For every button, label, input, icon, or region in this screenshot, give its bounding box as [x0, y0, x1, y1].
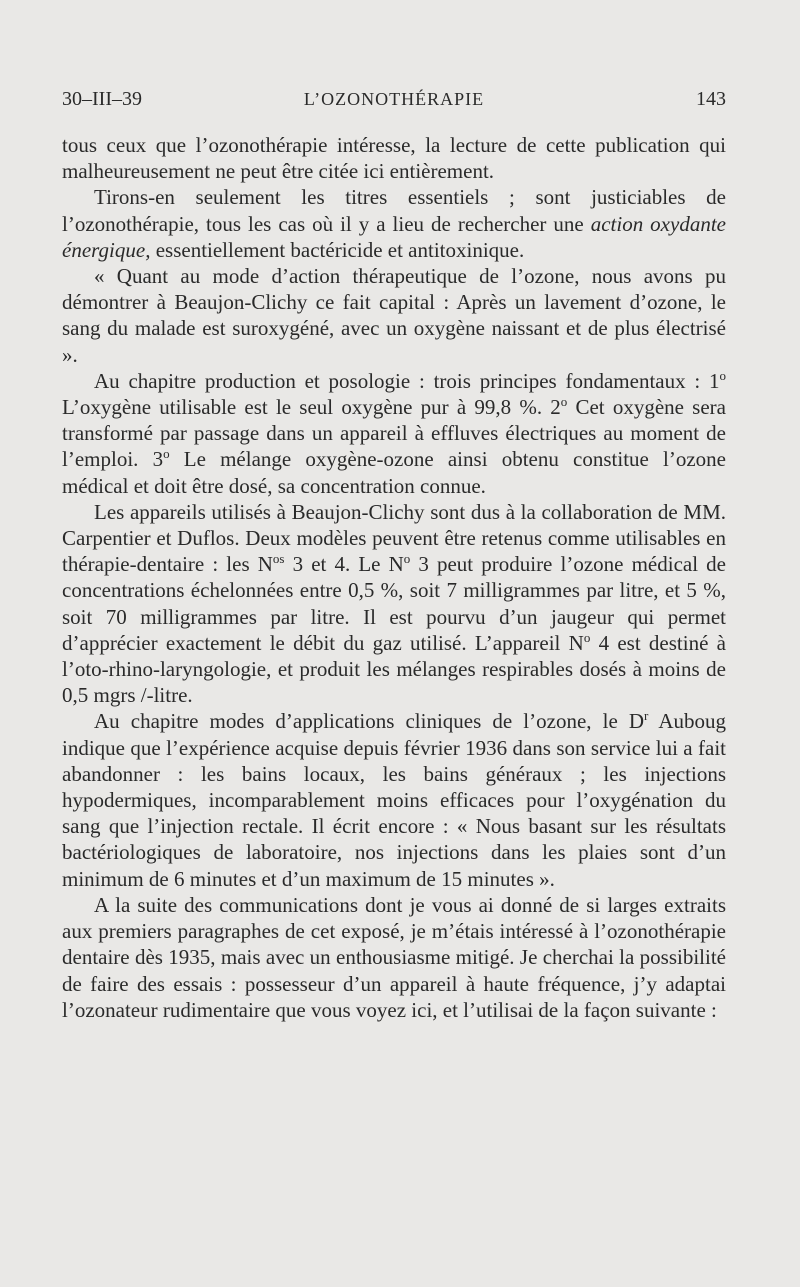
paragraph-p5 [62, 499, 726, 709]
text-segment: A la suite des communications dont je vous ai donné de si larges extraits aux premiers paragraphes de cet exposé, je m’étais intéressé à l’ozonothérapie dentaire dès 1935, mais avec un enthousiasme mitigé. Je cherchai la possibilité de faire des essais : possesseur d’un appareil à haute fréquence, j’y adaptai l’ozonateur rudimentaire que vous voyez ici, et l’utilisai de la façon suivante : [62, 892, 726, 1022]
text-segment: tous ceux que l’ozonothérapie intéresse, la lecture de cette publication qui malheureusement ne peut être citée ici entièrement. [62, 133, 726, 184]
header-date: 30–III–39 [62, 88, 142, 110]
running-header [62, 88, 726, 118]
text-segment: Au chapitre modes d’applications cliniques de l’ozone, le D [94, 709, 645, 734]
superscript: o [583, 629, 591, 645]
superscript: o [163, 446, 170, 462]
italic-text: action oxydante énergique, [62, 211, 726, 262]
text-segment: Tirons-en seulement les titres essentiels ; sont justiciables de l’ozonothérapie, tous les cas où il y a lieu de rechercher une [62, 185, 726, 236]
text-segment: 4 est destiné à l’oto-rhino-laryngologie, et produit les mélanges respirables dosés à moins de 0,5 mgrs /-litre. [62, 630, 726, 708]
paragraph-p3 [62, 263, 726, 368]
paragraph-p2 [62, 184, 726, 263]
superscript: r [644, 708, 649, 724]
superscript: os [272, 551, 285, 567]
paragraph-p1 [62, 132, 726, 184]
text-segment: Cet oxygène sera transformé par passage dans un appareil à effluves électriques au moment de l’emploi. 3 [62, 395, 726, 472]
superscript: o [560, 394, 568, 410]
paragraph-p6 [62, 708, 726, 891]
page-number: 143 [696, 88, 726, 110]
superscript: o [403, 551, 411, 567]
header-title: L’OZONOTHÉRAPIE [303, 89, 485, 109]
text-segment: 3 peut produire l’ozone médical de concentrations échelonnées entre 0,5 %, soit 7 milligrammes par litre, et 5 %, soit 70 milligrammes par litre. Il est pourvu d’un jaugeur qui permet d’apprécier exactement le débit du gaz utilisé. L’appareil N [62, 552, 726, 655]
text-segment: L’oxygène utilisable est le seul oxygène pur à 99,8 %. 2 [62, 395, 561, 420]
text-segment: Les appareils utilisés à Beaujon-Clichy sont dus à la collaboration de MM. Carpentier et Duflos. Deux modèles peuvent être retenus comme utilisables en thérapie-dentaire : les N [62, 499, 726, 577]
text-segment: Au chapitre production et posologie : trois principes fondamentaux : 1 [94, 368, 720, 393]
paragraph-p4 [62, 368, 726, 499]
paragraph-p7 [62, 892, 726, 1023]
text-segment: essentiellement bactéricide et antitoxinique. [150, 237, 525, 262]
text-segment: 3 et 4. Le N [284, 552, 404, 577]
page-body [62, 132, 726, 1023]
text-segment: Le mélange oxygène-ozone ainsi obtenu constitue l’ozone médical et doit être dosé, sa concentration connue. [62, 447, 726, 498]
text-segment: Auboug indique que l’expérience acquise depuis février 1936 dans son service lui a fait abandonner : les bains locaux, les bains généraux ; les injections hypodermiques, incomparablement moins efficaces pour l’oxygénation du sang que l’injection rectale. Il écrit encore : « Nous basant sur les résultats bactériologiques de laboratoire, nos injections dans les plaies sont d’un minimum de 6 minutes et d’un maximum de 15 minutes ». [62, 709, 726, 891]
text-segment: « Quant au mode d’action thérapeutique de l’ozone, nous avons pu démontrer à Beaujon-Clichy ce fait capital : Après un lavement d’ozone, le sang du malade est suroxygéné, avec un oxygène naissant et de plus électrisé ». [62, 264, 726, 367]
superscript: o [719, 367, 726, 383]
